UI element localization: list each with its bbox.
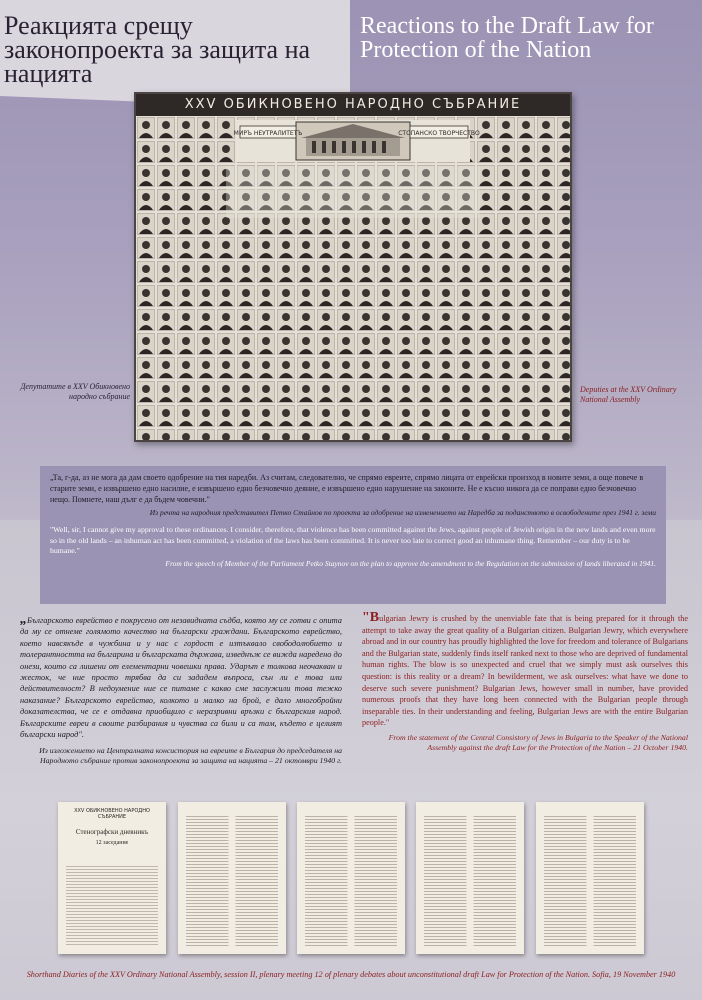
document-page-1-text <box>66 866 158 946</box>
document-page-1 <box>58 802 166 954</box>
title-english: Reactions to the Draft Law for Protection of the Nation <box>360 13 654 63</box>
assembly-photo <box>134 92 572 442</box>
staynov-quote-panel <box>40 466 666 604</box>
document-page-1-header: XXV ОБИКНОВЕНО НАРОДНО СЪБРАНИЕ <box>74 808 150 820</box>
statement-source-bulgarian: Из изложението на Централната консистория на евреите в България до председателя на Народното събрание против законопроекта за защита на нацията – 21 октомври 1940 г. <box>39 746 342 766</box>
document-page-1-session: 12 заседание <box>95 840 129 846</box>
statement-en-body <box>362 612 688 729</box>
statement-en-text: ulgarian Jewry is crushed by the unenviable fate that is being prepared for it through the attempt to take away the great quality of a Bulgarian citizen. Bulgarian Jewry, which everywhere abroad and in our country has proudly highlighted the love for freedom and tolerance of Bulgarians and the Bulgarian state, suddenly finds itself ranked next to those who are deprived of fundamental human rights. The blow is so unexpected and cruel that we simply must ask ourselves this question: is this reality or a dream? In bewilderment, we ask ourselves: what have we done to deserve such severe punishment? Bulgarian Jews, however small in number, have provided numerous proofs that they have long been connected with the Bulgarian people through inseparable ties. In their understanding and feeling, Bulgarian Jews are with the entire Bulgarian people." <box>362 614 688 728</box>
document-page-4-text <box>424 816 516 946</box>
document-page-2 <box>178 802 286 954</box>
photo-caption-bg: Депутатите в XXV Обикновено народно събрание <box>20 382 130 401</box>
statement-bg-text: Българското еврейство е покрусено от незавидната съдба, която му се готви с опита да му се отнеме голямото качество на български граждани. Българското еврейство, което навсякъде в чужбина и у нас с гордост е изтъквало свободолюбието и толерантността на българина и българската държава, изведнъж се вижда наредено до онези, които са лишени от елементарни човешки права. Ударът е толкова неочакван и жесток, че ние просто трябва да си зададем въпроса, сън ли е това или действителност? В недоумение ние се питаме с какво сме заслужили това тежко наказание? Българското еврейство, колкото и малко на брой, е дало многобройни доказателства, че се е отдавна приобщило с неразривни връзки с българския народ. Българските евреи в своите разбирания и чувства са били и са там, където е целият български народ". <box>20 616 342 740</box>
photo-caption-en: Deputies at the XXV Ordinary National Assembly <box>580 385 677 404</box>
deputies-portrait-grid <box>136 116 570 440</box>
document-page-4 <box>416 802 524 954</box>
photo-banner: XXV ОБИКНОВЕНО НАРОДНО СЪБРАНИЕ <box>136 94 570 116</box>
statement-source-english: From the statement of the Central Consistory of Jews in Bulgaria to the Speaker of the National Assembly against the draft Law for the Protection of the Nation – 21 October 1940. <box>388 732 688 752</box>
document-page-1-subtitle: Стенографски дневникъ <box>75 828 149 836</box>
quote-source-english: From the speech of Member of the Parliament Petko Staynov on the plan to approve the amendment to the Regulation on the submission of lands liberated in 1941. <box>165 558 656 568</box>
quote-bulgarian: „Та, г-да, аз не мога да дам своето одобрение на тия наредби. Аз считам, следователно, че спрямо евреите, спрямо лицата от еврейски произход в новите земи, а още повече в старите земи, е извършено едно насилие, е извършено едно безчовечно деяние, е извършено едно нарушение на законите. Не е късно никога да се поправи едно безчовечно нещо. Помнете, наш дълг е да бъдем човечни." <box>50 473 644 504</box>
consistory-statement-english <box>362 612 688 753</box>
document-page-5 <box>536 802 644 954</box>
title-bulgarian: Реакцията срещу законопроекта за защита на нацията <box>4 11 311 88</box>
open-quote-mark: „ <box>20 612 27 627</box>
ribbon-left-text: МИРЪ НЕУТРАЛИТЕТЪ <box>233 130 303 137</box>
document-page-3 <box>297 802 405 954</box>
document-page-2-text <box>186 816 278 946</box>
document-page-5-text <box>544 816 636 946</box>
ribbon-right-text: СТОПАНСКО ТВОРЧЕСТВО <box>398 130 480 137</box>
statement-bg-body <box>20 614 342 740</box>
drop-cap: "B <box>362 610 380 625</box>
document-page-3-text <box>305 816 397 946</box>
documents-caption: Shorthand Diaries of the XXV Ordinary National Assembly, session II, plenary meeting 12 of plenary debates about unconstitutional draft Law for Protection of the Nation. Sofia, 19 November 1940 <box>26 970 676 979</box>
consistory-statement-bulgarian <box>20 614 342 766</box>
quote-english: "Well, sir, I cannot give my approval to these ordinances. I consider, therefore, that violence has been committed against the Jews, against people of Jewish origin in the new lands and even more so in the old lands – an inhuman act has been committed, a violation of the laws has been committed. It is never too late to correct good an inhumane thing. Remember – our duty is to be humane." <box>50 525 656 555</box>
quote-source-bulgarian: Из речта на народния представител Петко Стайнов по проекта за одобрение на изменението на Наредба за поданството в освободените през 1941 г. земи <box>149 508 656 517</box>
